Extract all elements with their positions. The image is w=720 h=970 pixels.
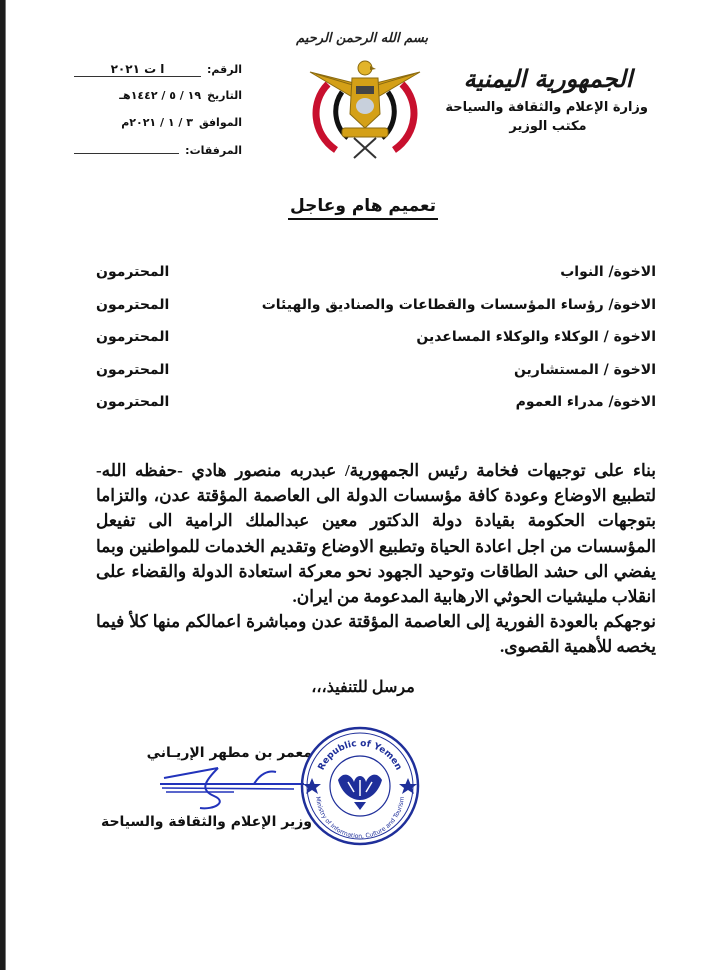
addressee-to: الاخوة / الوكلاء والوكلاء المساعدين [416,329,656,345]
addressee-respect: المحترمون [96,329,170,345]
signatory-title: وزير الإعلام والثقافة والسياحة [100,814,312,830]
ref-number-value: ا ت ٢٠٢١ [74,62,201,77]
closing-line: مرسل للتنفيذ،،، [311,679,415,696]
circular-title-text: تعميم هام وعاجل [288,196,438,220]
addressee-to: الاخوة/ النواب [560,264,656,280]
ministry-name: وزارة الإعلام والثقافة والسياحة [445,100,648,115]
addressee-to: الاخوة/ رؤساء المؤسسات والقطاعات والصناديق والهيئات [261,296,656,313]
yemen-eagle-emblem-icon [306,54,424,164]
addressee-row [92,362,656,395]
ref-gregorian-date-label: الموافق [198,116,242,129]
svg-text:Ministry of Information, Cultu: Ministry of Information, Culture and Tourism [314,796,406,841]
signatory-name: معمر بن مطهر الإريـاني [146,745,312,761]
basmala: بسم الله الرحمن الرحيم [296,31,428,46]
republic-name: الجمهورية اليمنية [463,64,633,93]
ref-hijri-date-value: ١٩ / ٥ / ١٤٤٢هـ [119,89,202,102]
addressee-respect: المحترمون [96,296,170,313]
ref-hijri-date-row [74,89,242,116]
addressee-respect: المحترمون [96,264,170,280]
letter-body [96,458,656,660]
addressee-row [92,394,656,427]
addressee-row [92,297,656,330]
ref-attachments-label: المرفقات: [185,144,242,157]
emblem-header [296,28,428,164]
letter-page [6,0,720,970]
ref-gregorian-date-value: ٣ / ١ / ٢٠٢١م [121,116,193,129]
ref-attachments-row [74,143,242,170]
body-paragraph-2: نوجهكم بالعودة الفورية إلى العاصمة المؤقتة عدن ومباشرة اعمالكم منها كلأ فيما يخصه للأهمية القصوى. [96,612,656,657]
ref-number-label: الرقم: [207,63,242,76]
body-paragraph-1: بناء على توجيهات فخامة رئيس الجمهورية/ عبدربه منصور هادي -حفظه الله- لتطبيع الاوضاع وعودة كافة مؤسسات الدولة الى العاصمة المؤقتة عدن، والتزاما بتوجهات الحكومة بقيادة دولة الدكتور معين عبدالملك الرامية الى تفيعل المؤسسات من اجل اعادة الحياة وتطبيع الاوضاع وتقديم الخدمات للمواطنين وبما يفضي الى حشد الطاقات وتوحيد الجهود نحو معركة استعادة الدولة والقضاء على انقلاب مليشيات الحوثي الارهابية المدعومة من ايران. [96,461,656,607]
ref-gregorian-date-row [74,116,242,143]
addressee-respect: المحترمون [96,361,170,378]
addressee-to: الاخوة / المستشارين [513,361,656,378]
addressee-row [92,329,656,362]
svg-text:Republic of Yemen: Republic of Yemen [316,738,404,773]
addressee-list [92,264,656,427]
ref-attachments-line [74,143,179,154]
addressee-to: الاخوة/ مدراء العموم [515,394,656,410]
official-stamp-icon [298,724,422,848]
ref-number-row [74,62,242,89]
addressee-respect: المحترمون [96,394,170,410]
circular-title [6,196,720,220]
ref-hijri-date-label: التاريخ [207,89,242,102]
handwritten-signature-icon [154,762,304,812]
ministry-header [445,62,648,136]
addressee-row [92,264,656,297]
reference-block [74,62,242,170]
office-name: مكتب الوزير [509,119,587,134]
